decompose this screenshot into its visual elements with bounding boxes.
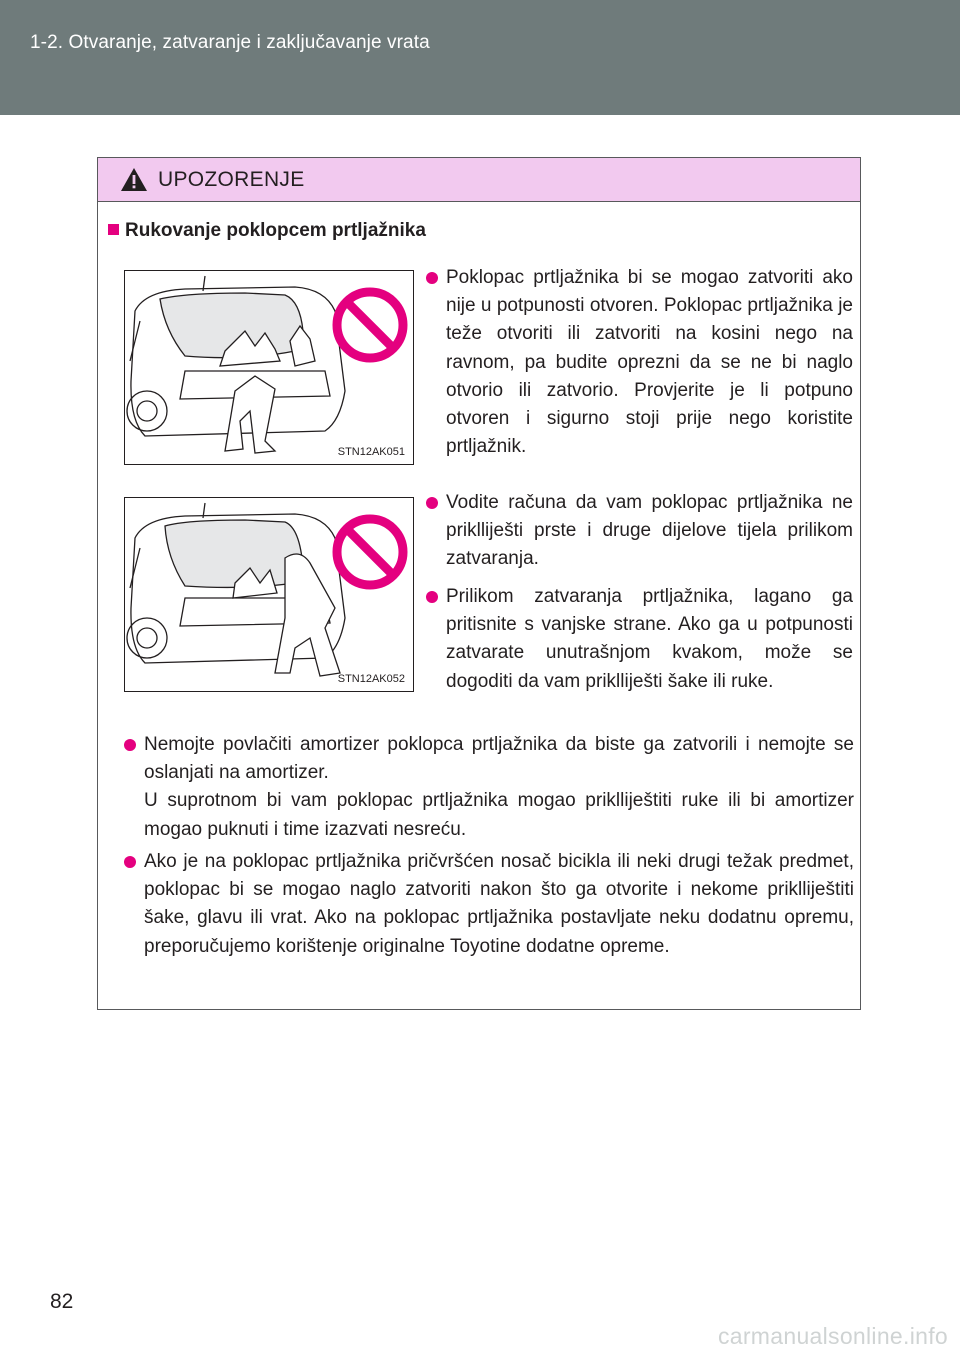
bullet-item xyxy=(124,731,854,844)
bullet-dot-icon xyxy=(124,739,136,751)
bullet-text: Prilikom zatvaranja prtljažnika, lagano ga pritisnite s vanjske strane. Ako ga u potpunosti zatvarate unutrašnjom kvakom, može se dogoditi da vam priklliješti šake ili ruke. xyxy=(446,586,853,692)
bullet-item xyxy=(426,264,853,461)
page-number: 82 xyxy=(50,1290,74,1313)
bullet-dot-icon xyxy=(426,272,438,284)
warning-label: UPOZORENJE xyxy=(158,168,305,191)
header-bar xyxy=(0,0,960,115)
warning-header xyxy=(98,158,860,202)
bullet-dot-icon xyxy=(426,497,438,509)
watermark: carmanualsonline.info xyxy=(717,1323,948,1349)
figure-code: STN12AK051 xyxy=(337,446,405,458)
illustration-hand-pinch xyxy=(124,497,414,692)
bullet-item xyxy=(426,489,853,574)
section-title xyxy=(108,220,426,242)
prohibition-icon xyxy=(330,512,410,592)
warning-triangle-icon xyxy=(120,167,148,192)
bullet-text: Nemojte povlačiti amortizer poklopca prtljažnika da biste ga zatvorili i nemojte se oslanjati na amortizer. xyxy=(144,734,854,784)
bullet-dot-icon xyxy=(124,856,136,868)
warning-box xyxy=(97,157,861,1010)
bullet-text: Vodite računa da vam poklopac prtljažnika ne priklliješti prste i druge dijelove tijela prilikom zatvaranja. xyxy=(446,492,853,570)
bullet-item xyxy=(426,583,853,696)
bullet-text: Ako je na poklopac prtljažnika pričvršćen nosač bicikla ili neki drugi težak predmet, poklopac bi se mogao naglo zatvoriti nakon što ga otvorite i nekome priklliještiti šake, glavu ili vrat. Ako na poklopac prtljažnika postavljate neku dodatnu opremu, preporučujemo korištenje originalne Toyotine dodatne opreme. xyxy=(144,851,854,957)
section-title-text: Rukovanje poklopcem prtljažnika xyxy=(125,220,426,241)
figure-code: STN12AK052 xyxy=(337,673,405,685)
bullet-dot-icon xyxy=(426,591,438,603)
bullet-text: U suprotnom bi vam poklopac prtljažnika mogao priklliještiti ruke ili bi amortizer mogao puknuti i time izazvati nesreću. xyxy=(144,790,854,840)
header-title: 1-2. Otvaranje, zatvaranje i zaključavanje vrata xyxy=(30,32,430,53)
square-bullet-icon xyxy=(108,224,119,235)
prohibition-icon xyxy=(330,285,410,365)
bullet-item xyxy=(124,848,854,961)
bullet-text: Poklopac prtljažnika bi se mogao zatvoriti ako nije u potpunosti otvoren. Poklopac prtljažnika je teže otvoriti ili zatvoriti na kosini nego na ravnom, pa budite oprezni da se ne bi naglo otvorio ili zatvorio. Provjerite je li potpuno otvoren i sigurno stoji prije nego koristite prtljažnik. xyxy=(446,267,853,458)
illustration-tailgate-closing xyxy=(124,270,414,465)
